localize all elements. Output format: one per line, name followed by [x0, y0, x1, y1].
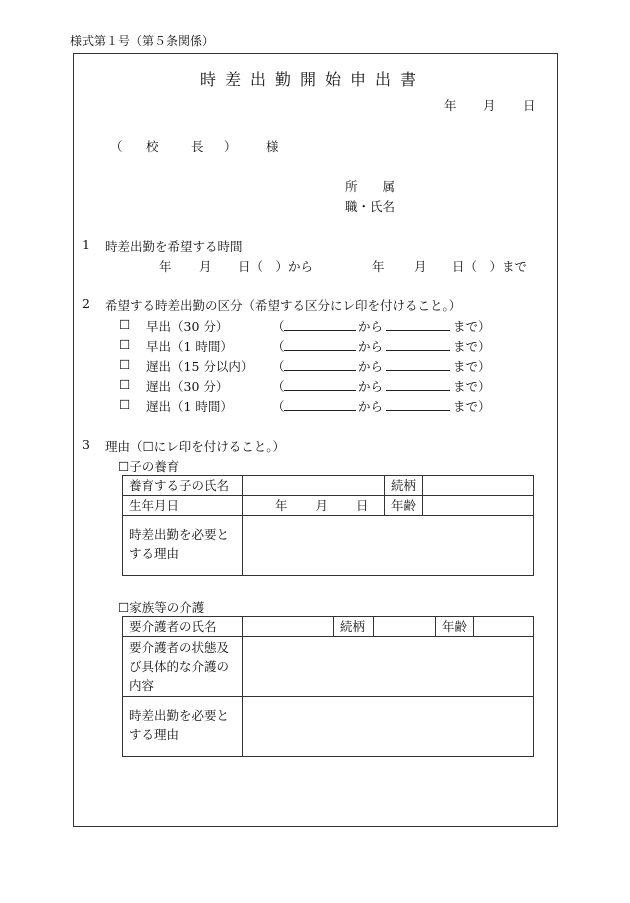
from-label: から	[358, 319, 384, 334]
condition-line: 要介護者の状態及	[129, 640, 230, 655]
until-label: まで）	[453, 399, 491, 414]
childcare-reason-field[interactable]	[243, 516, 534, 576]
from-time-blank[interactable]	[284, 318, 356, 331]
paren-open: （	[272, 399, 285, 414]
from-time-blank[interactable]	[284, 338, 356, 351]
from-time-blank[interactable]	[284, 358, 356, 371]
care-person-name-label: 要介護者の氏名	[123, 617, 243, 637]
end-day-until: 日（ ）まで	[452, 259, 528, 274]
until-time-blank[interactable]	[386, 318, 450, 331]
reason-line: 時差出勤を必要と	[129, 527, 230, 542]
checkbox-icon[interactable]: ☐	[119, 337, 131, 352]
option-label: 遅出（1 時間）	[146, 399, 233, 414]
checkbox-icon[interactable]: ☐	[119, 357, 131, 372]
form-title: 時差出勤開始申出書	[200, 70, 426, 89]
condition-line: び具体的な介護の	[129, 659, 230, 674]
position-name-label: 職・氏名	[345, 199, 396, 214]
option-label: 早出（1 時間）	[146, 339, 233, 354]
until-time-blank[interactable]	[386, 378, 450, 391]
reason-line: する理由	[129, 546, 180, 561]
from-label: から	[358, 339, 384, 354]
birth-year: 年	[275, 498, 288, 513]
until-label: まで）	[453, 359, 491, 374]
caregiving-reason-field[interactable]	[243, 697, 534, 757]
child-relation-label: 続柄	[385, 476, 423, 496]
option-label: 遅出（15 分以内）	[146, 359, 254, 374]
caregiving-table	[122, 616, 534, 757]
birth-month: 月	[315, 498, 329, 513]
section2-heading: 希望する時差出勤の区分（希望する区分にレ印を付けること。）	[105, 298, 462, 313]
care-person-name-field[interactable]	[243, 617, 334, 637]
child-age-field[interactable]	[423, 496, 534, 516]
addressee-paren-open: （	[110, 139, 123, 154]
from-label: から	[358, 359, 384, 374]
reason-line: する理由	[129, 727, 180, 742]
child-name-field[interactable]	[243, 476, 385, 496]
end-month: 月	[414, 259, 427, 274]
addressee-honorific: 様	[266, 139, 279, 154]
start-year: 年	[159, 259, 172, 274]
from-label: から	[358, 379, 384, 394]
option-label: 早出（30 分）	[146, 319, 229, 334]
until-label: まで）	[453, 339, 491, 354]
date-month: 月	[483, 98, 496, 113]
section3-number: 3	[82, 437, 90, 452]
paren-open: （	[272, 339, 285, 354]
date-day: 日	[523, 98, 536, 113]
option-label: 遅出（30 分）	[146, 379, 229, 394]
until-time-blank[interactable]	[386, 338, 450, 351]
birthdate-label: 生年月日	[123, 496, 243, 516]
date-year: 年	[444, 98, 457, 113]
care-relation-label: 続柄	[334, 617, 374, 637]
childcare-checkbox-label[interactable]: ☐子の養育	[118, 459, 180, 474]
addressee-paren-close: ）	[224, 139, 237, 154]
birth-day: 日	[356, 498, 369, 513]
from-time-blank[interactable]	[284, 398, 356, 411]
affiliation-label: 所 属	[345, 179, 396, 194]
form-number-label: 様式第１号（第５条関係）	[70, 34, 215, 48]
until-time-blank[interactable]	[386, 358, 450, 371]
end-year: 年	[372, 259, 385, 274]
child-age-label: 年齢	[385, 496, 423, 516]
caregiving-checkbox-label[interactable]: ☐家族等の介護	[118, 600, 205, 615]
from-label: から	[358, 399, 384, 414]
paren-open: （	[272, 319, 285, 334]
paren-open: （	[272, 379, 285, 394]
childcare-table	[122, 475, 534, 576]
start-day-from: 日（ ）から	[238, 259, 314, 274]
from-time-blank[interactable]	[284, 378, 356, 391]
section1-heading: 時差出勤を希望する時間	[105, 239, 243, 254]
start-month: 月	[199, 259, 212, 274]
care-condition-field[interactable]	[243, 637, 534, 697]
reason-line: 時差出勤を必要と	[129, 708, 230, 723]
checkbox-icon[interactable]: ☐	[119, 317, 131, 332]
care-age-field[interactable]	[474, 617, 534, 637]
section3-heading: 理由（☐にレ印を付けること。）	[105, 439, 285, 454]
section2-number: 2	[82, 296, 90, 311]
section1-number: 1	[82, 237, 90, 252]
caregiving-reason-label	[123, 697, 243, 757]
birthdate-field[interactable]	[243, 496, 385, 516]
condition-line: 内容	[129, 678, 155, 693]
until-label: まで）	[453, 319, 491, 334]
care-relation-field[interactable]	[374, 617, 436, 637]
paren-open: （	[272, 359, 285, 374]
childcare-reason-label	[123, 516, 243, 576]
child-relation-field[interactable]	[423, 476, 534, 496]
care-condition-label	[123, 637, 243, 697]
care-age-label: 年齢	[436, 617, 474, 637]
addressee-name: 校 長	[146, 139, 214, 154]
checkbox-icon[interactable]: ☐	[119, 377, 131, 392]
child-name-label: 養育する子の氏名	[123, 476, 243, 496]
until-label: まで）	[453, 379, 491, 394]
checkbox-icon[interactable]: ☐	[119, 397, 131, 412]
until-time-blank[interactable]	[386, 398, 450, 411]
